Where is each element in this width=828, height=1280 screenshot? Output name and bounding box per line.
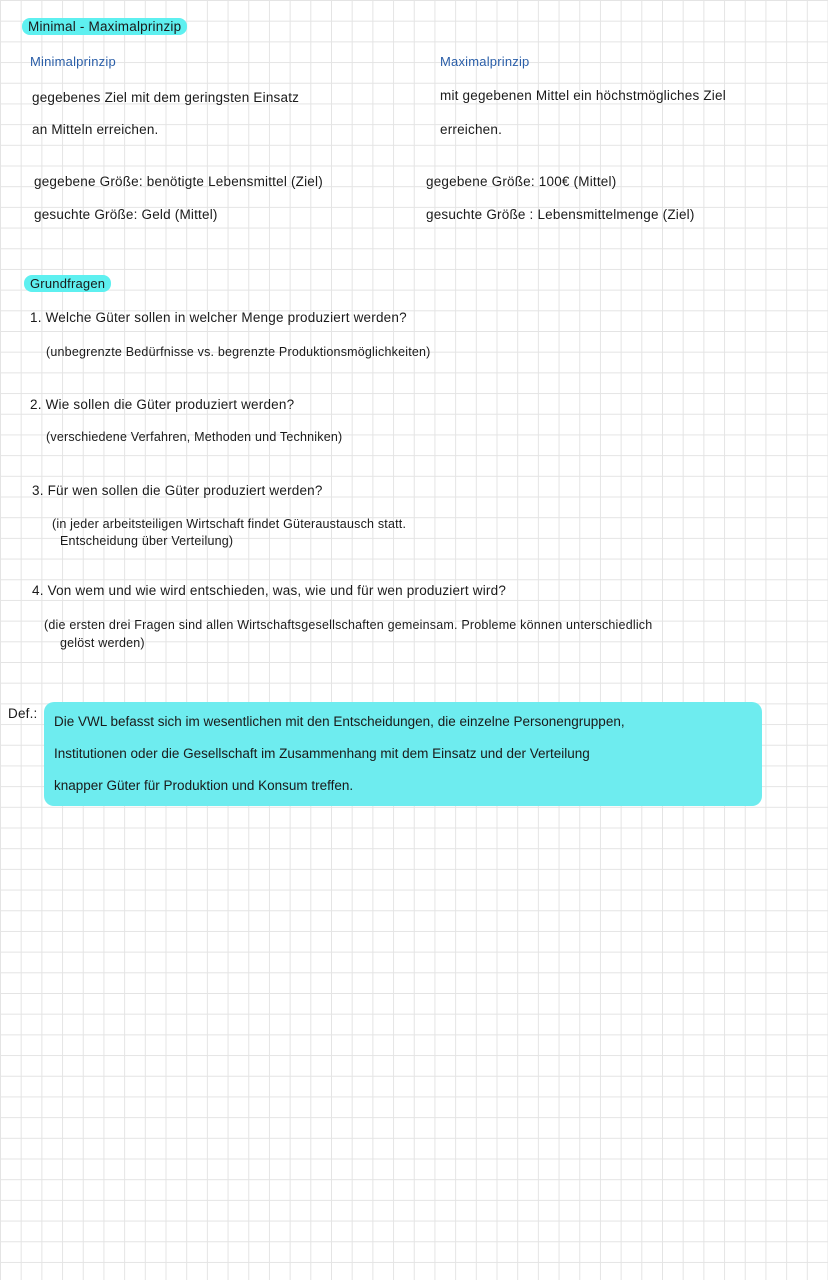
question-3-note-1: (in jeder arbeitsteiligen Wirtschaft findet Güteraustausch statt. [52,517,407,531]
minimal-heading: Minimalprinzip [30,54,116,69]
maximal-line-2: erreichen. [440,122,503,137]
page-title: Minimal - Maximalprinzip [22,18,187,35]
definition-highlight [44,702,762,806]
question-3: 3. Für wen sollen die Güter produziert werden? [32,483,323,498]
question-1: 1. Welche Güter sollen in welcher Menge produziert werden? [30,310,407,325]
minimal-line-2: an Mitteln erreichen. [32,122,159,137]
minimal-given: gegebene Größe: benötigte Lebensmittel (Ziel) [34,174,323,189]
minimal-line-1: gegebenes Ziel mit dem geringsten Einsatz [32,90,300,105]
question-3-note-2: Entscheidung über Verteilung) [60,534,234,548]
definition-line-2: Institutionen oder die Gesellschaft im Zusammenhang mit dem Einsatz und der Verteilung [54,746,590,761]
maximal-line-1: mit gegebenen Mittel ein höchstmögliches Ziel [440,88,726,103]
maximal-given: gegebene Größe: 100€ (Mittel) [426,174,617,189]
question-1-note: (unbegrenzte Bedürfnisse vs. begrenzte Produktionsmöglichkeiten) [46,345,431,359]
definition-line-1: Die VWL befasst sich im wesentlichen mit den Entscheidungen, die einzelne Personengruppen, [54,714,625,729]
question-4-note-1: (die ersten drei Fragen sind allen Wirtschaftsgesellschaften gemeinsam. Probleme können unterschiedlich [44,618,653,632]
definition-line-3: knapper Güter für Produktion und Konsum treffen. [54,778,354,793]
maximal-sought: gesuchte Größe : Lebensmittelmenge (Ziel) [426,207,695,222]
question-2-note: (verschiedene Verfahren, Methoden und Techniken) [46,430,343,444]
grundfragen-heading: Grundfragen [24,275,111,292]
definition-label: Def.: [8,706,38,721]
question-4: 4. Von wem und wie wird entschieden, was, wie und für wen produziert wird? [32,583,507,598]
question-2: 2. Wie sollen die Güter produziert werden? [30,397,295,412]
minimal-sought: gesuchte Größe: Geld (Mittel) [34,207,218,222]
maximal-heading: Maximalprinzip [440,54,530,69]
question-4-note-2: gelöst werden) [60,636,145,650]
